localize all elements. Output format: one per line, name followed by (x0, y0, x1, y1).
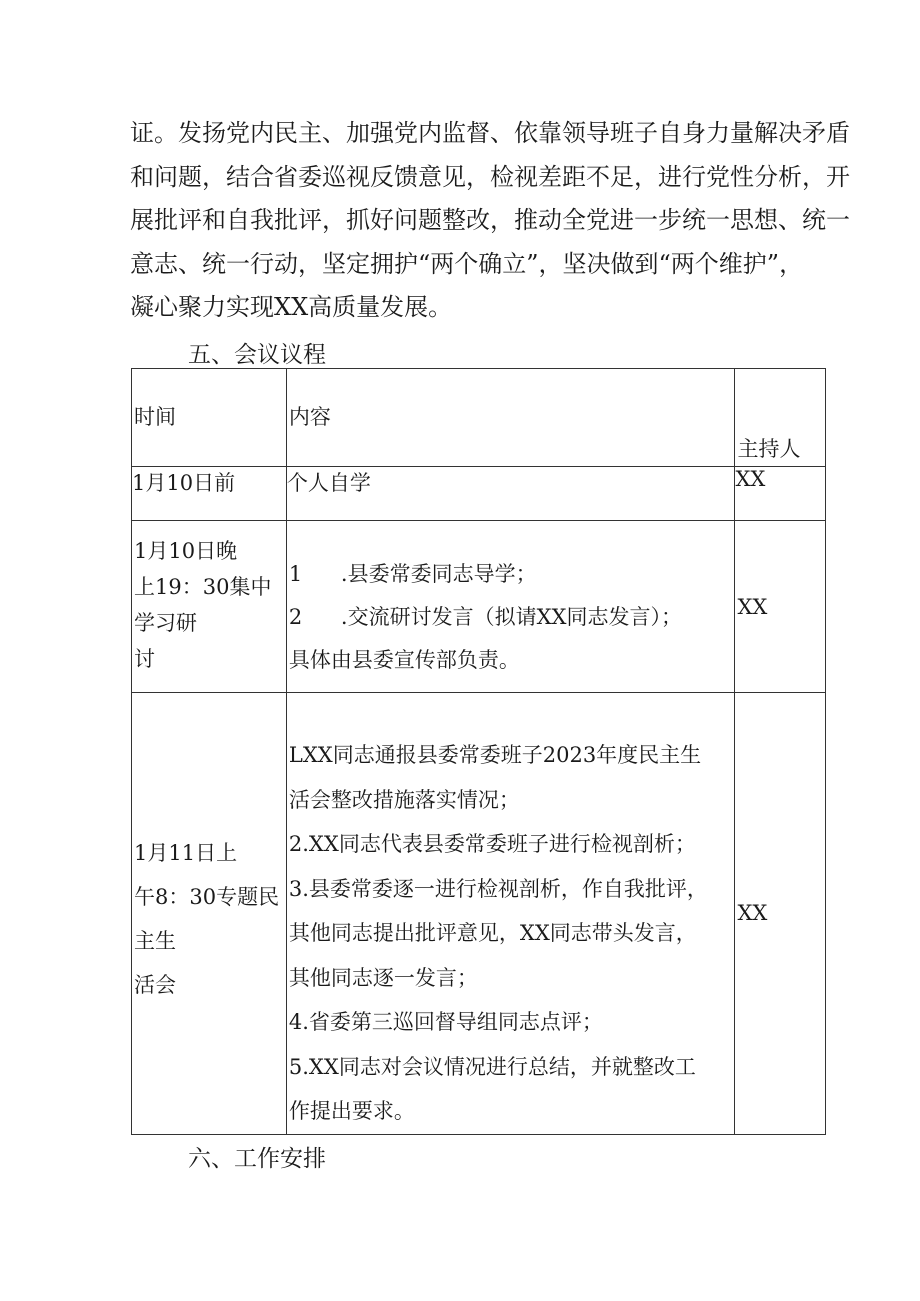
content-line: 4.省委第三巡回督导组同志点评； (288, 1010, 603, 1034)
time-text: 1月10日晚 (134, 539, 238, 563)
time-text: 主生 (134, 929, 176, 953)
header-time-label: 时间 (134, 405, 176, 429)
content-line: LXX同志通报县委常委班子2023年度民主生 (288, 743, 702, 767)
content-line: 活会整改措施落实情况； (288, 787, 520, 812)
section-heading-work-arrangement: 六、工作安排 (188, 1146, 326, 1172)
header-cell-content (286, 369, 735, 467)
time-text: 上19：30集中 (134, 575, 272, 599)
paragraph-line: 意志、统一行动，坚定拥护“两个确立”，坚决做到“两个维护”， (130, 249, 804, 278)
paragraph-line: 展批评和自我批评，抓好问题整改，推动全党进一步统一思想、统一 (130, 206, 850, 234)
table-row (132, 693, 826, 1135)
time-text: 讨 (134, 647, 155, 671)
section-heading-agenda: 五、会议议程 (188, 342, 326, 368)
header-content-label: 内容 (288, 405, 331, 429)
content-line: 3.县委常委逐一进行检视剖析，作自我批评， (288, 876, 708, 901)
content-cell (286, 467, 735, 521)
time-cell (132, 693, 287, 1135)
agenda-table (131, 368, 826, 1135)
content-line: 作提出要求。 (288, 1099, 415, 1123)
header-cell-time (132, 369, 287, 467)
content-line: 2.XX同志代表县委常委班子进行检视剖析； (288, 832, 696, 856)
content-cell (286, 693, 735, 1135)
content-item (289, 553, 735, 596)
host-cell (735, 693, 826, 1135)
content-line: 5.XX同志对会议情况进行总结，并就整改工 (288, 1054, 696, 1079)
host-text: XX (737, 901, 768, 926)
time-text: 活会 (134, 973, 176, 997)
table-row (132, 467, 826, 521)
intro-paragraph (130, 112, 850, 330)
table-row (132, 521, 826, 693)
table-header-row (132, 369, 826, 467)
item-text: .交流研讨发言（拟请XX同志发言）； (340, 605, 682, 629)
host-cell (735, 467, 826, 521)
paragraph-line: 和问题，结合省委巡视反馈意见，检视差距不足，进行党性分析，开 (130, 162, 850, 191)
host-text: XX (735, 467, 766, 491)
time-text: 1月10日前 (132, 471, 236, 495)
host-text: XX (737, 594, 768, 619)
item-text: .县委常委同志导学； (340, 562, 537, 586)
header-cell-host (735, 369, 826, 467)
item-number: 1 (288, 562, 303, 586)
content-cell (286, 521, 735, 693)
content-text: 个人自学 (286, 471, 371, 495)
time-cell (132, 521, 287, 693)
paragraph-line: 证。发扬党内民主、加强党内监督、依靠领导班子自身力量解决矛盾 (130, 119, 850, 147)
item-number: 2 (288, 605, 303, 629)
content-item (289, 596, 735, 639)
time-text: 午8：30专题民 (134, 885, 280, 909)
time-cell (132, 467, 287, 521)
paragraph-line: 凝心聚力实现XX高质量发展。 (130, 293, 453, 321)
time-text: 1月11日上 (134, 841, 238, 865)
header-host-label: 主持人 (737, 437, 801, 461)
host-cell (735, 521, 826, 693)
content-line: 其他同志提出批评意见，XX同志带头发言， (288, 921, 697, 945)
time-text: 学习研 (134, 611, 197, 635)
content-note: 具体由县委宣传部负责。 (288, 648, 520, 672)
content-line: 其他同志逐一发言； (288, 965, 478, 990)
